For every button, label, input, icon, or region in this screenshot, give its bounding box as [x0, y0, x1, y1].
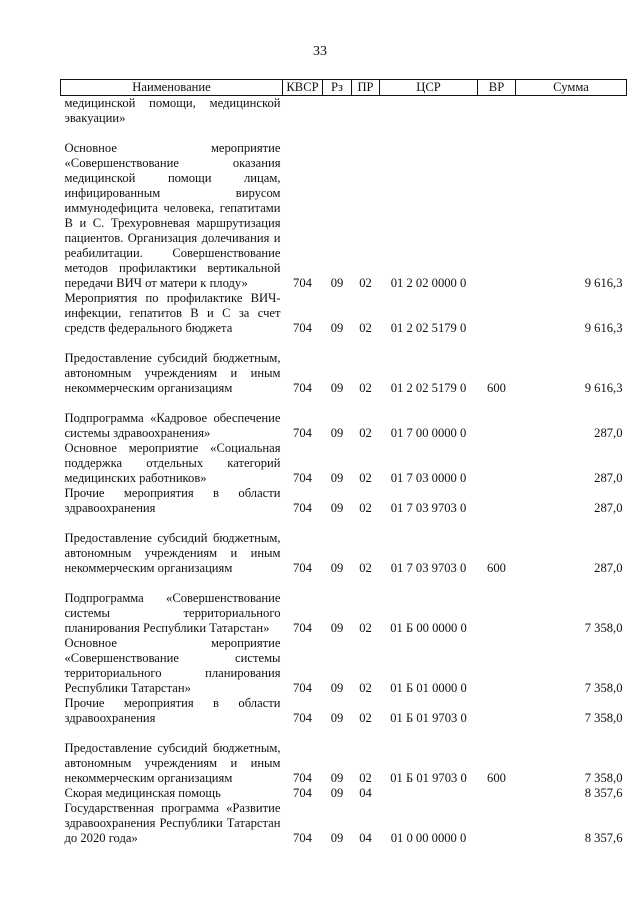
- cell-kvsr: 704: [293, 426, 312, 440]
- cell-name: [61, 96, 283, 127]
- cell-vr: [478, 441, 516, 486]
- cell-name: [61, 516, 283, 576]
- cell-pr: 02: [359, 426, 372, 440]
- row-name-text: Предоставление субсидий бюджетным, автономным учреждениям и иным некоммерческим организациям: [64, 351, 281, 395]
- cell-rz: 09: [330, 501, 344, 515]
- cell-pr: 02: [359, 621, 372, 635]
- cell-csr: 01 2 02 5179 0: [390, 321, 467, 335]
- row-name-text: Государственная программа «Развитие здравоохранения Республики Татарстан до 2020 года»: [64, 801, 281, 845]
- table-row: [61, 801, 627, 846]
- cell-name: [61, 801, 283, 846]
- cell-csr: [380, 786, 478, 801]
- table-row: [61, 291, 627, 336]
- cell-sum: 8 357,6: [584, 831, 623, 845]
- table-row: [61, 576, 627, 636]
- cell-rz: 09: [330, 426, 344, 440]
- cell-pr: 04: [359, 831, 372, 845]
- table-row: [61, 336, 627, 396]
- cell-rz: 09: [330, 786, 344, 800]
- cell-csr: 01 2 02 5179 0: [390, 381, 467, 395]
- cell-vr: [478, 96, 516, 127]
- cell-csr: 01 2 02 0000 0: [390, 276, 467, 290]
- row-name-text: Мероприятия по профилактике ВИЧ-инфекции, гепатитов В и С за счет средств федерального бюджета: [64, 291, 281, 335]
- cell-vr: 600: [487, 381, 506, 395]
- cell-pr: 04: [359, 786, 372, 800]
- header-rz: Рз: [323, 80, 352, 96]
- cell-name: [61, 441, 283, 486]
- row-name-text: Прочие мероприятия в области здравоохранения: [64, 696, 281, 725]
- header-vr: ВР: [478, 80, 516, 96]
- table-row: [61, 96, 627, 127]
- cell-pr: 02: [359, 381, 372, 395]
- cell-rz: 09: [330, 771, 344, 785]
- cell-vr: [478, 486, 516, 516]
- cell-sum: 8 357,6: [584, 786, 623, 800]
- row-name-text: Предоставление субсидий бюджетным, автономным учреждениям и иным некоммерческим организациям: [64, 531, 281, 575]
- cell-kvsr: 704: [293, 381, 312, 395]
- table-row: [61, 486, 627, 516]
- cell-rz: 09: [330, 276, 344, 290]
- cell-rz: 09: [330, 381, 344, 395]
- cell-kvsr: 704: [293, 501, 312, 515]
- cell-pr: 02: [359, 711, 372, 725]
- cell-csr: 01 Б 01 9703 0: [390, 711, 467, 725]
- cell-sum: 287,0: [594, 501, 623, 515]
- cell-rz: 09: [330, 321, 344, 335]
- budget-table: [60, 79, 627, 846]
- header-name: Наименование: [61, 80, 283, 96]
- cell-vr: [478, 696, 516, 726]
- cell-csr: 01 7 03 0000 0: [390, 471, 467, 485]
- row-name-text: Подпрограмма «Совершенствование системы территориального планирования Республики Татарстан»: [64, 591, 281, 635]
- table-row: [61, 726, 627, 786]
- cell-rz: 09: [330, 711, 344, 725]
- cell-kvsr: [283, 96, 323, 127]
- cell-name: [61, 126, 283, 291]
- cell-pr: 02: [359, 321, 372, 335]
- table-header-row: [61, 80, 627, 96]
- table-row: [61, 441, 627, 486]
- cell-name: [61, 696, 283, 726]
- cell-name: [61, 786, 283, 801]
- cell-sum: [516, 96, 627, 127]
- cell-rz: 09: [330, 621, 344, 635]
- cell-pr: 02: [359, 276, 372, 290]
- cell-pr: [352, 96, 380, 127]
- cell-sum: 9 616,3: [584, 381, 623, 395]
- table-row: [61, 126, 627, 291]
- cell-kvsr: 704: [293, 681, 312, 695]
- cell-csr: 01 0 00 0000 0: [390, 831, 467, 845]
- cell-sum: 9 616,3: [584, 321, 623, 335]
- table-body: [61, 96, 627, 847]
- cell-name: [61, 336, 283, 396]
- cell-csr: 01 Б 01 0000 0: [390, 681, 467, 695]
- cell-sum: 9 616,3: [584, 276, 623, 290]
- cell-kvsr: 704: [293, 786, 312, 800]
- cell-csr: 01 Б 00 0000 0: [390, 621, 467, 635]
- table-row: [61, 636, 627, 696]
- header-csr: ЦСР: [380, 80, 478, 96]
- cell-csr: 01 7 03 9703 0: [390, 561, 467, 575]
- cell-kvsr: 704: [293, 621, 312, 635]
- cell-name: [61, 636, 283, 696]
- cell-csr: [380, 96, 478, 127]
- cell-csr: 01 7 00 0000 0: [390, 426, 467, 440]
- cell-pr: 02: [359, 681, 372, 695]
- cell-rz: [323, 96, 352, 127]
- cell-sum: 7 358,0: [584, 771, 623, 785]
- cell-name: [61, 396, 283, 441]
- cell-kvsr: 704: [293, 561, 312, 575]
- cell-kvsr: 704: [293, 471, 312, 485]
- cell-kvsr: 704: [293, 711, 312, 725]
- cell-rz: 09: [330, 681, 344, 695]
- cell-vr: [478, 576, 516, 636]
- row-name-text: Предоставление субсидий бюджетным, автономным учреждениям и иным некоммерческим организациям: [64, 741, 281, 785]
- cell-csr: 01 Б 01 9703 0: [390, 771, 467, 785]
- cell-kvsr: 704: [293, 276, 312, 290]
- table-row: [61, 786, 627, 801]
- cell-name: [61, 576, 283, 636]
- header-sum: Сумма: [516, 80, 627, 96]
- cell-csr: 01 7 03 9703 0: [390, 501, 467, 515]
- row-name-text: медицинской помощи, медицинской эвакуации»: [64, 96, 281, 125]
- cell-rz: 09: [330, 831, 344, 845]
- cell-rz: 09: [330, 561, 344, 575]
- cell-kvsr: 704: [293, 321, 312, 335]
- cell-sum: 287,0: [594, 426, 623, 440]
- cell-rz: 09: [330, 471, 344, 485]
- row-name-text: Подпрограмма «Кадровое обеспечение системы здравоохранения»: [64, 411, 281, 440]
- cell-pr: 02: [359, 771, 372, 785]
- cell-vr: [478, 636, 516, 696]
- row-name-text: Основное мероприятие «Совершенствование оказания медицинской помощи лицам, инфицированным вирусом иммунодефицита человека, гепатитами В и С. Трехуровневая маршрутизация пациентов. Организация долечивания и реабилитации. Совершенствование методов профилактики вертикальной передачи ВИЧ от матери к плоду»: [64, 141, 281, 290]
- cell-vr: 600: [487, 561, 506, 575]
- header-pr: ПР: [352, 80, 380, 96]
- cell-pr: 02: [359, 471, 372, 485]
- cell-vr: [478, 126, 516, 291]
- table-row: [61, 696, 627, 726]
- cell-vr: [478, 786, 516, 801]
- row-name-text: Скорая медицинская помощь: [64, 786, 221, 800]
- page-number: 33: [313, 44, 327, 59]
- cell-vr: [478, 396, 516, 441]
- row-name-text: Основное мероприятие «Совершенствование системы территориального планирования Республики Татарстан»: [64, 636, 281, 695]
- cell-sum: 287,0: [594, 471, 623, 485]
- cell-vr: [478, 801, 516, 846]
- cell-name: [61, 726, 283, 786]
- cell-sum: 7 358,0: [584, 681, 623, 695]
- row-name-text: Основное мероприятие «Социальная поддержка отдельных категорий медицинских работников»: [64, 441, 281, 485]
- cell-pr: 02: [359, 501, 372, 515]
- table-row: [61, 516, 627, 576]
- table-row: [61, 396, 627, 441]
- cell-sum: 7 358,0: [584, 621, 623, 635]
- cell-name: [61, 291, 283, 336]
- header-kvsr: КВСР: [283, 80, 323, 96]
- cell-pr: 02: [359, 561, 372, 575]
- cell-vr: 600: [487, 771, 506, 785]
- cell-kvsr: 704: [293, 771, 312, 785]
- cell-kvsr: 704: [293, 831, 312, 845]
- row-name-text: Прочие мероприятия в области здравоохранения: [64, 486, 281, 515]
- cell-sum: 287,0: [594, 561, 623, 575]
- cell-vr: [478, 291, 516, 336]
- cell-name: [61, 486, 283, 516]
- cell-sum: 7 358,0: [584, 711, 623, 725]
